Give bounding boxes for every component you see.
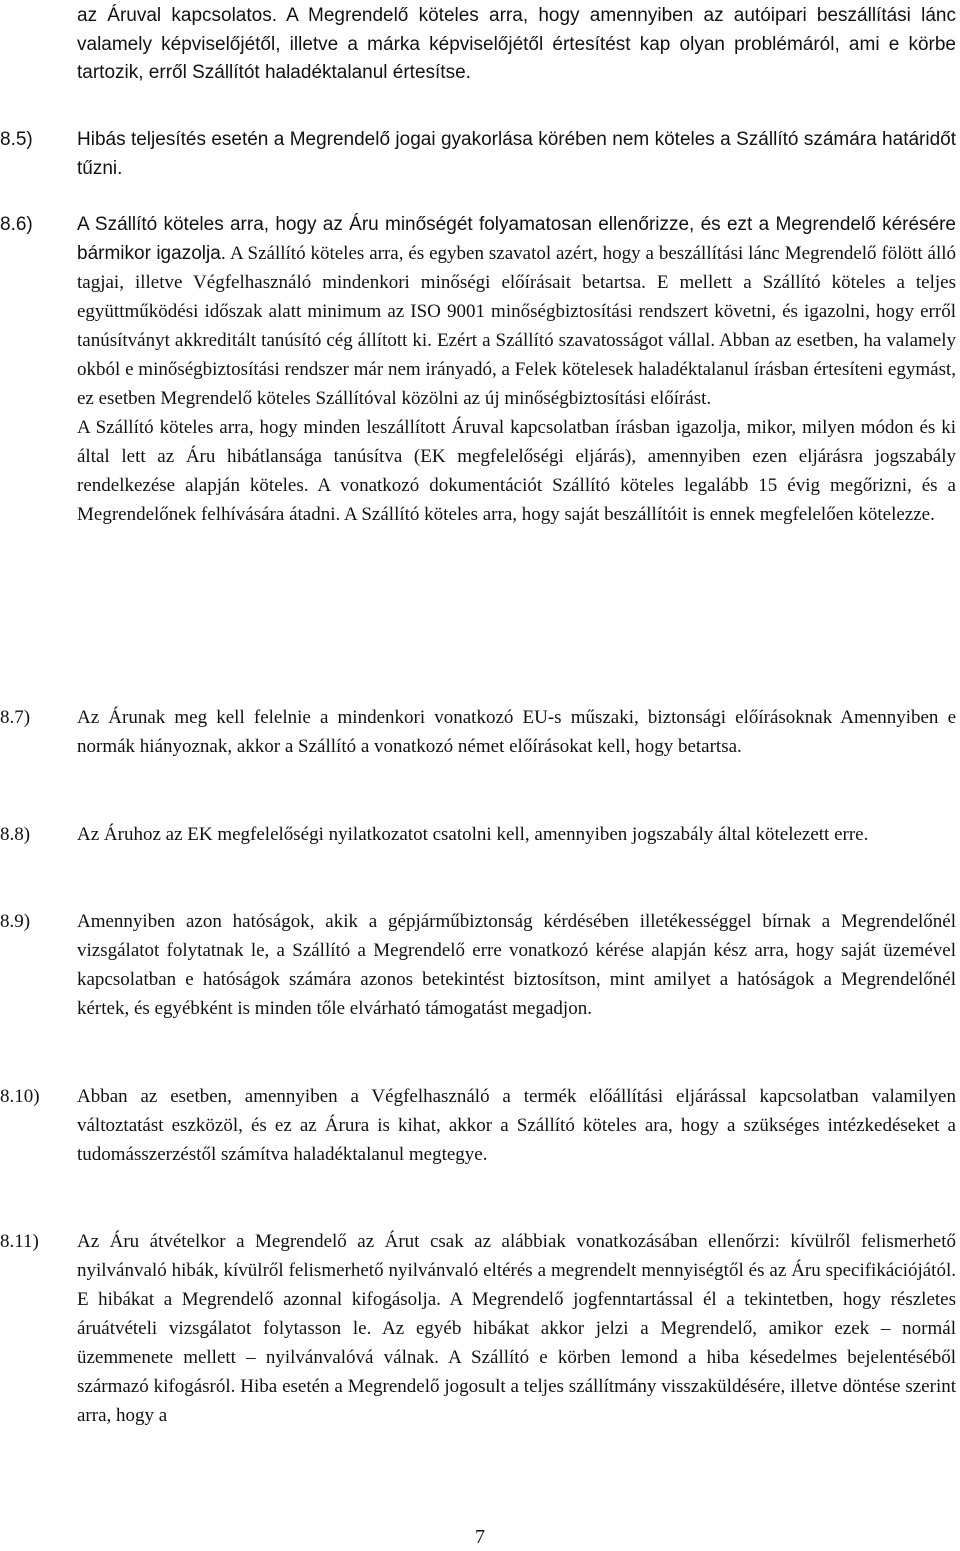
section-text: Az Áru átvételkor a Megrendelő az Árut csak az alábbiak vonatkozásában ellenőrzi: kívülről felismerhető nyilvánvaló hibák, kívülről felismerhető nyilvánvaló eltérés a megrendelt mennyiségtől és az Áru specifikációjától. E hibákat a Megrendelő azonnal kifogásolja. A Megrendelő jogfenntartással él a tekintetben, hogy részletes áruátvételi vizsgálatot folytasson le. Az egyéb hibákat akkor jelzi a Megrendelő, amikor ezek – normál üzemmenete mellett – nyilvánvalóvá válnak. A Szállító e körben lemond a hiba késedelmes bejelentéséből származó kifogásról. Hiba esetén a Megrendelő jogosult a teljes szállítmány visszaküldésére, illetve döntése szerint arra, hogy a	[77, 1231, 956, 1426]
section-text	[77, 210, 956, 413]
section-number: 8.8)	[0, 824, 31, 845]
section-text: Hibás teljesítés esetén a Megrendelő jogai gyakorlása körében nem köteles a Szállító számára határidőt tűzni.	[77, 129, 956, 179]
intro-paragraph: az Áruval kapcsolatos. A Megrendelő köteles arra, hogy amennyiben az autóipari beszállítási lánc valamely képviselőjétől, illetve a márka képviselőjétől értesítést kap olyan problémáról, ami e körbe tartozik, erről Szállítót haladéktalanul értesítse.	[77, 5, 956, 83]
section-body	[77, 210, 956, 529]
section-8-6	[0, 210, 956, 529]
section-text: Az Árunak meg kell felelnie a mindenkori vonatkozó EU-s műszaki, biztonsági előírásoknak Amennyiben e normák hiányoznak, akkor a Szállító a vonatkozó német előírásokat kell, hogy betartsa.	[77, 707, 956, 757]
section-8-8	[0, 820, 956, 849]
section-number: 8.9)	[0, 911, 31, 932]
section-number: 8.10)	[0, 1086, 40, 1107]
section-8-11	[0, 1227, 956, 1430]
page-number: 7	[475, 1526, 485, 1548]
section-8-10	[0, 1082, 956, 1169]
section-text: Abban az esetben, amennyiben a Végfelhasználó a termék előállítási eljárással kapcsolatban valamilyen változtatást eszközöl, és ez az Árura is kihat, akkor a Szállító köteles ara, hogy a szükséges intézkedéseket a tudomásszerzéstől számítva haladéktalanul megtegye.	[77, 1086, 956, 1165]
section-number: 8.11)	[0, 1231, 39, 1252]
section-text-serif: A Szállító köteles arra, és egyben szavatol azért, hogy a beszállítási lánc Megrendelő fölött álló tagjai, illetve Végfelhasználó mindenkori minőségi előírásait betartsa. E mellett a Szállító köteles a teljes együttműködési időszak alatt minimum az ISO 9001 minőségbiztosítási rendszert követni, és igazolni, hogy erről tanúsítványt akkreditált tanúsító cég állított ki. Ezért a Szállító szavatosságot vállal. Abban az esetben, ha valamely okból e minőségbiztosítási rendszer már nem irányadó, a Felek kötelesek haladéktalanul írásban értesíteni egymást, ez esetben Megrendelő köteles Szállítóval közölni az új minőségbiztosítási előírást.	[77, 243, 957, 409]
section-8-9	[0, 907, 956, 1023]
section-number: 8.5)	[0, 129, 33, 150]
section-8-5	[0, 125, 956, 183]
section-text-continued: A Szállító köteles arra, hogy minden leszállított Áruval kapcsolatban írásban igazolja, mikor, milyen módon és ki által lett az Áru hibátlansága tanúsítva (EK megfelelőségi eljárás), amennyiben ezen eljárásra jogszabály rendelkezése alapján köteles. A vonatkozó dokumentációt Szállító köteles legalább 15 évig megőrizni, és a Megrendelőnek felhívására átadni. A Szállító köteles arra, hogy saját beszállítóit is ennek megfelelően kötelezze.	[77, 417, 956, 525]
section-8-7	[0, 703, 956, 761]
section-number: 8.7)	[0, 707, 31, 728]
section-number: 8.6)	[0, 214, 33, 235]
section-text-sans: A Szállító köteles arra, hogy az Áru minőségét folyamatosan ellenőrizze, és ezt a Megrendelő kérésére bármikor igazolja.	[77, 214, 956, 264]
section-text: Az Áruhoz az EK megfelelőségi nyilatkozatot csatolni kell, amennyiben jogszabály által kötelezett erre.	[77, 824, 869, 845]
section-text: Amennyiben azon hatóságok, akik a gépjárműbiztonság kérdésében illetékességgel bírnak a Megrendelőnél vizsgálatot folytatnak le, a Szállító a Megrendelő erre vonatkozó kérése alapján kész arra, hogy saját üzemével kapcsolatban e hatóságok számára azonos betekintést biztosítson, mint amilyet a hatóságok a Megrendelőnél kértek, és egyébként is minden tőle elvárható támogatást megadjon.	[77, 911, 956, 1019]
